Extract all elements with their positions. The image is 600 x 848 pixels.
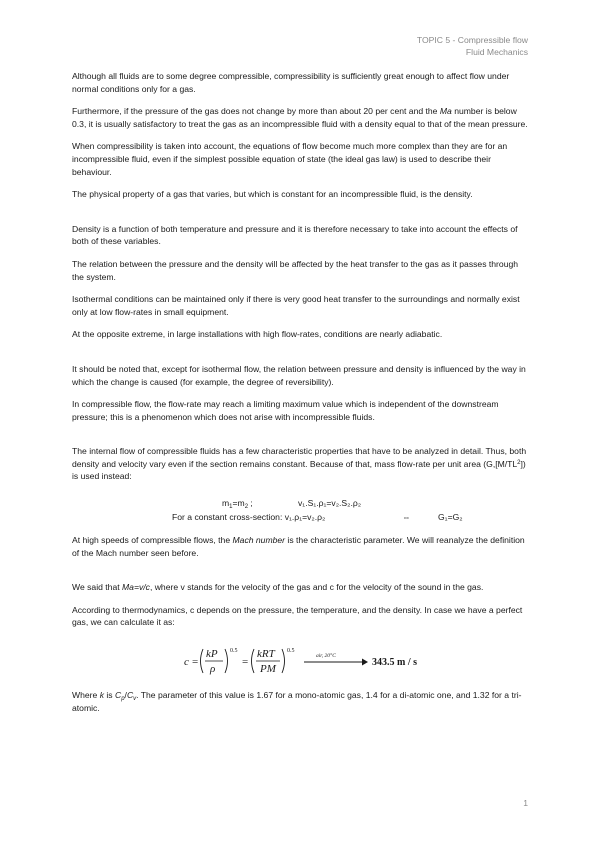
exponent-2: 0.5: [287, 648, 295, 655]
pm-denominator: PM: [260, 663, 276, 676]
paragraph-7: Isothermal conditions can be maintained only if there is very good heat transfer to the surroundings and normally exist only at low flow-rates in small equipment.: [72, 294, 520, 317]
speed-of-sound-svg: [72, 643, 530, 679]
paragraph-11-exponent: 2: [517, 459, 521, 466]
equivalence-arrow-icon: ⇔: [402, 512, 411, 523]
rho-denominator: ρ: [210, 663, 216, 676]
implication-arrow-icon: [362, 659, 368, 666]
paragraph-12-part-b: is the characteristic parameter. We will reanalyze the definition of the Mach number seen before.: [72, 535, 525, 558]
paragraph-13: [72, 581, 530, 594]
left-paren-2: [252, 649, 255, 673]
sound-speed-result: 343.5 m / s: [372, 657, 417, 669]
paragraph-2-part-b: number is below 0.3, it is usually satisfactory to treat the gas as an incompressible fluid with a density equal to that of the mean pressure.: [72, 106, 528, 129]
equals-sign-2: =: [242, 656, 249, 669]
paragraph-9: It should be noted that, except for isothermal flow, the relation between pressure and density is influenced by the way in which the change is caused (for example, the degree of reversibility).: [72, 363, 526, 387]
continuity-equation: v₁.S₁.ρ₁=v₂.S₂.ρ₂: [298, 498, 362, 509]
cv-symbol: $C_v$: [126, 690, 137, 703]
mach-number-term: Mach number: [232, 535, 286, 546]
paragraph-15: Where k is $C_p/C_v$. The parameter of this value is 1.67 for a mono-atomic gas, 1.4 for a di-atomic one, and 1.32 for a tri- atomic.: [72, 690, 522, 713]
paragraph-12: [72, 534, 530, 559]
cp-symbol: $C_p$: [114, 690, 125, 703]
paragraph-11-part-a: The internal flow of compressible fluids has a few characteristic properties that have to be analyzed in detail. Thus, both density and velocity vary even if the section remains constant. Because of that, mass flow-rate per unit area (G,[M/TL: [72, 446, 527, 469]
speed-of-sound-formula: [72, 643, 530, 679]
left-paren-1: [201, 649, 204, 673]
paragraph-12-part-a: At high speeds of compressible flows, the: [72, 535, 233, 546]
exponent-1: 0.5: [230, 648, 238, 655]
right-paren-1: [225, 649, 228, 673]
page-header: [417, 34, 528, 58]
header-course: Fluid Mechanics: [465, 47, 528, 57]
continuity-equations: [72, 496, 530, 524]
mass-flux-equality: G₁=G₂: [438, 512, 463, 523]
document-body: [72, 70, 530, 714]
paragraph-11-part-b: ]) is used instead:: [72, 458, 526, 482]
c-symbol: c: [184, 656, 189, 669]
paragraph-10: In compressible flow, the flow-rate may reach a limiting maximum value which is independent of the downstream pressure; this is a phenomenon which does not arise with incompressible fluids.: [72, 399, 499, 422]
ma-symbol: Ma: [439, 106, 452, 117]
paragraph-13-part-b: , where v stands for the velocity of the gas and c for the velocity of the sound in the gas.: [149, 582, 484, 593]
paragraph-2-part-a: Furthermore, if the pressure of the gas does not change by more than about 20 per cent and the: [72, 106, 440, 117]
mach-definition: Ma=v/c: [122, 582, 150, 593]
paragraph-6: The relation between the pressure and the density will be affected by the heat transfer to the gas as it passes through the system.: [72, 258, 519, 282]
k-symbol: k: [99, 690, 104, 701]
paragraph-2: [72, 105, 530, 130]
header-topic: TOPIC 5 - Compressible flow: [416, 35, 528, 45]
right-paren-2: [282, 649, 285, 673]
equals-sign-1: =: [192, 656, 199, 669]
krt-numerator: kRT: [257, 648, 275, 661]
equation-line-2: [72, 510, 530, 524]
page-number: 1: [523, 798, 528, 808]
paragraph-8: At the opposite extreme, in large installations with high flow-rates, conditions are nearly adiabatic.: [72, 329, 443, 340]
paragraph-3: When compressibility is taken into account, the equations of flow become much more complex than they are for an incompressible fluid, even if the simplest possible equation of state (the ideal gas law) is used to describe their behaviour.: [72, 141, 508, 177]
mass-flow-equality: $m_1=m_2$ ;: [222, 498, 253, 511]
paragraph-1: Although all fluids are to some degree compressible, compressibility is sufficiently great enough to affect flow under normal conditions only for a gas.: [72, 71, 510, 94]
kp-numerator: kP: [206, 648, 218, 661]
paragraph-5: Density is a function of both temperature and pressure and it is therefore necessary to take into account the effects of both of these variables.: [72, 223, 518, 247]
paragraph-4: The physical property of a gas that varies, but which is constant for an incompressible fluid, is the density.: [72, 189, 473, 200]
equation-line-1: [72, 496, 530, 510]
arrow-condition: air, 20°C: [316, 653, 336, 660]
paragraph-11: [72, 445, 530, 483]
paragraph-13-part-a: We said that: [72, 582, 122, 593]
paragraph-14: According to thermodynamics, c depends on the pressure, the temperature, and the density. In case we have a perfect gas, we can calculate it as:: [72, 604, 523, 628]
constant-section-equation: For a constant cross-section: v₁.ρ₁=v₂.ρ₂: [172, 512, 326, 523]
